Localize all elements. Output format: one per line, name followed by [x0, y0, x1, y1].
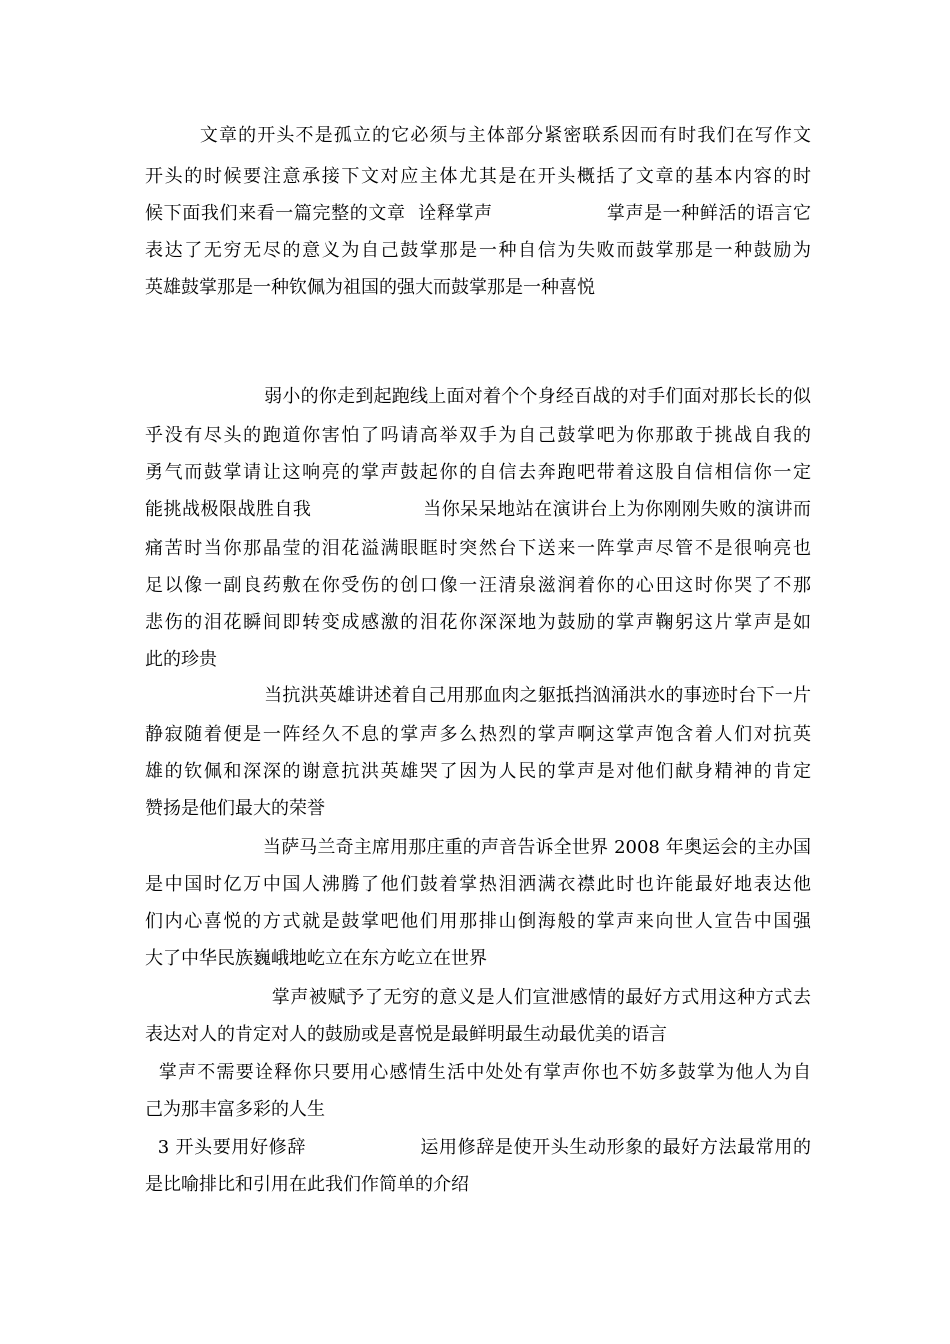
text-line: 当萨马兰奇主席用那庄重的声音告诉全世界 2008 年奥运会的主办国 [145, 837, 811, 858]
text-line: 勇气而鼓掌请让这响亮的掌声鼓起你的自信去奔跑吧带着这股自信相信你一定 [145, 462, 811, 483]
text-line: 雄的钦佩和深深的谢意抗洪英雄哭了因为人民的掌声是对他们献身精神的肯定 [145, 761, 811, 782]
text-line: 悲伤的泪花瞬间即转变成感激的泪花你深深地为鼓励的掌声鞠躬这片掌声是如 [145, 612, 811, 633]
text-line: 3 开头要用好修辞 运用修辞是使开头生动形象的最好方法最常用的 [145, 1137, 811, 1158]
text-line: 英雄鼓掌那是一种钦佩为祖国的强大而鼓掌那是一种喜悦 [145, 277, 595, 298]
text-line: 开头的时候要注意承接下文对应主体尤其是在开头概括了文章的基本内容的时 [145, 166, 811, 187]
text-line: 己为那丰富多彩的人生 [145, 1099, 325, 1120]
text-line: 乎没有尽头的跑道你害怕了吗请高举双手为自己鼓掌吧为你那敢于挑战自我的 [145, 425, 811, 446]
text-line: 能挑战极限战胜自我 当你呆呆地站在演讲台上为你刚刚失败的演讲而 [145, 499, 811, 520]
text-line: 文章的开头不是孤立的它必须与主体部分紧密联系因而有时我们在写作文 [145, 125, 811, 146]
text-line: 赞扬是他们最大的荣誉 [145, 798, 325, 819]
text-line: 痛苦时当你那晶莹的泪花溢满眼眶时突然台下送来一阵掌声尽管不是很响亮也 [145, 538, 811, 559]
text-line: 表达了无穷无尽的意义为自己鼓掌那是一种自信为失败而鼓掌那是一种鼓励为 [145, 240, 811, 261]
text-line: 大了中华民族巍峨地屹立在东方屹立在世界 [145, 948, 487, 969]
text-line: 此的珍贵 [145, 649, 217, 670]
text-line: 表达对人的肯定对人的鼓励或是喜悦是最鲜明最生动最优美的语言 [145, 1024, 667, 1045]
text-line: 们内心喜悦的方式就是鼓掌吧他们用那排山倒海般的掌声来向世人宣告中国强 [145, 911, 811, 932]
text-line: 静寂随着便是一阵经久不息的掌声多么热烈的掌声啊这掌声饱含着人们对抗英 [145, 724, 811, 745]
text-line: 当抗洪英雄讲述着自己用那血肉之躯抵挡汹涌洪水的事迹时台下一片 [145, 685, 811, 706]
text-line: 是中国时亿万中国人沸腾了他们鼓着掌热泪洒满衣襟此时也许能最好地表达他 [145, 874, 811, 895]
text-line: 掌声被赋予了无穷的意义是人们宣泄感情的最好方式用这种方式去 [145, 987, 811, 1008]
text-line: 足以像一副良药敷在你受伤的创口像一汪清泉滋润着你的心田这时你哭了不那 [145, 575, 811, 596]
text-line: 掌声不需要诠释你只要用心感情生活中处处有掌声你也不妨多鼓掌为他人为自 [145, 1062, 811, 1083]
text-line: 弱小的你走到起跑线上面对着个个身经百战的对手们面对那长长的似 [145, 386, 811, 407]
text-line: 是比喻排比和引用在此我们作简单的介绍 [145, 1174, 469, 1195]
text-line: 候下面我们来看一篇完整的文章 诠释掌声 掌声是一种鲜活的语言它 [145, 203, 811, 224]
